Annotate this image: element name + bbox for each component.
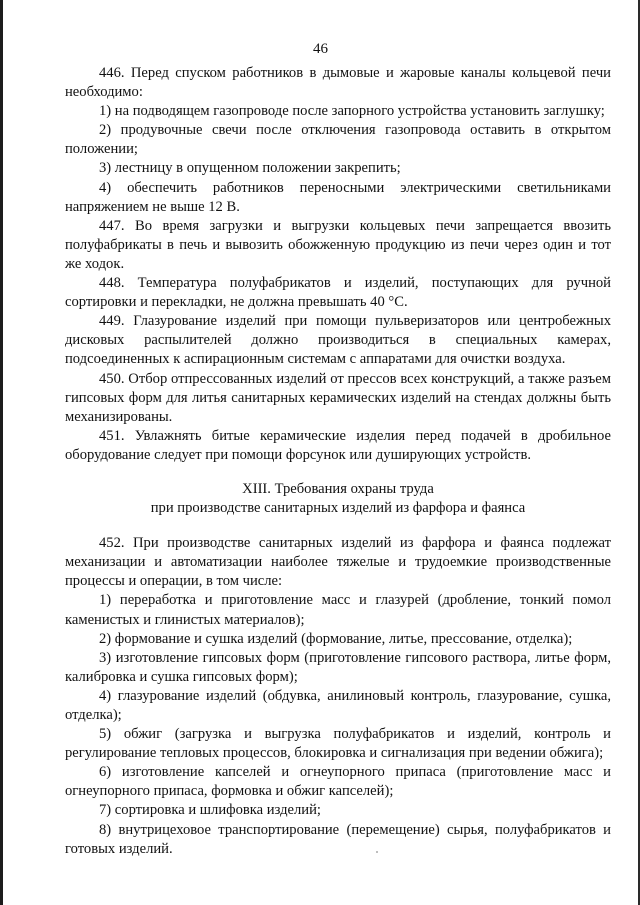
document-body: [65, 64, 611, 859]
paragraph-447: 447. Во время загрузки и выгрузки кольцевых печи запрещается ввозить полуфабрикаты в печь и вывозить обожженную продукцию из печи через один и тот же ходок.: [65, 217, 611, 272]
list-item-452-1: 1) переработка и приготовление масс и глазурей (дробление, тонкий помол каменистых и глинистых материалов);: [65, 592, 611, 628]
list-item-452-7: 7) сортировка и шлифовка изделий;: [99, 802, 321, 819]
section-heading-subtitle: при производстве санитарных изделий из фарфора и фаянса: [150, 500, 526, 517]
list-item-446-2: 2) продувочные свечи после отключения газопровода оставить в открытом положении;: [65, 122, 611, 158]
list-item-452-6: 6) изготовление капселей и огнеупорного припаса (приготовление масс и огнеупорного припаса, формовка и обжиг капселей);: [65, 764, 611, 800]
paragraph-452: 452. При производстве санитарных изделий из фарфора и фаянса подлежат механизации и автоматизации наиболее тяжелые и трудоемкие производственные процессы и операции, в том числе:: [65, 535, 611, 590]
section-heading-title: XIII. Требования охраны труда: [242, 480, 434, 497]
list-item-446-4: 4) обеспечить работников переносными электрическими светильниками напряжением не выше 12 В.: [65, 179, 611, 215]
list-item-446-1: 1) на подводящем газопроводе после запорного устройства установить заглушку;: [99, 103, 605, 120]
paragraph-449: 449. Глазурование изделий при помощи пульверизаторов или центробежных дисковых распылителей должно производиться в специальных камерах, подсоединенных к аспирационным системам с аппаратами для очистки воздуха.: [65, 313, 611, 368]
list-item-452-4: 4) глазурование изделий (обдувка, анилиновый контроль, глазурование, сушка, отделка);: [65, 687, 611, 723]
list-item-452-2: 2) формование и сушка изделий (формование, литье, прессование, отделка);: [99, 630, 573, 647]
section-heading: [65, 480, 611, 518]
scan-speck: [376, 851, 378, 853]
list-item-452-5: 5) обжиг (загрузка и выгрузка полуфабрикатов и изделий, контроль и регулирование тепловых процессов, блокировка и сигнализация при ведении обжига);: [65, 726, 611, 762]
list-item-446-3: 3) лестницу в опущенном положении закрепить;: [99, 160, 401, 177]
list-item-452-8: 8) внутрицеховое транспортирование (перемещение) сырья, полуфабрикатов и готовых изделий.: [65, 821, 611, 857]
paragraph-448: 448. Температура полуфабрикатов и изделий, поступающих для ручной сортировки и перекладки, не должна превышать 40 °С.: [65, 275, 611, 311]
paragraph-446: 446. Перед спуском работников в дымовые и жаровые каналы кольцевой печи необходимо:: [65, 65, 611, 101]
page-number: 46: [313, 41, 328, 57]
paragraph-450: 450. Отбор отпрессованных изделий от прессов всех конструкций, а также разъем гипсовых форм для литья санитарных керамических изделий на стендах должны быть механизированы.: [65, 370, 611, 425]
list-item-452-3: 3) изготовление гипсовых форм (приготовление гипсового раствора, литье форм, калибровка и сушка гипсовых форм);: [65, 649, 611, 685]
paragraph-451: 451. Увлажнять битые керамические изделия перед подачей в дробильное оборудование следует при помощи форсунок или душирующих устройств.: [65, 427, 611, 463]
